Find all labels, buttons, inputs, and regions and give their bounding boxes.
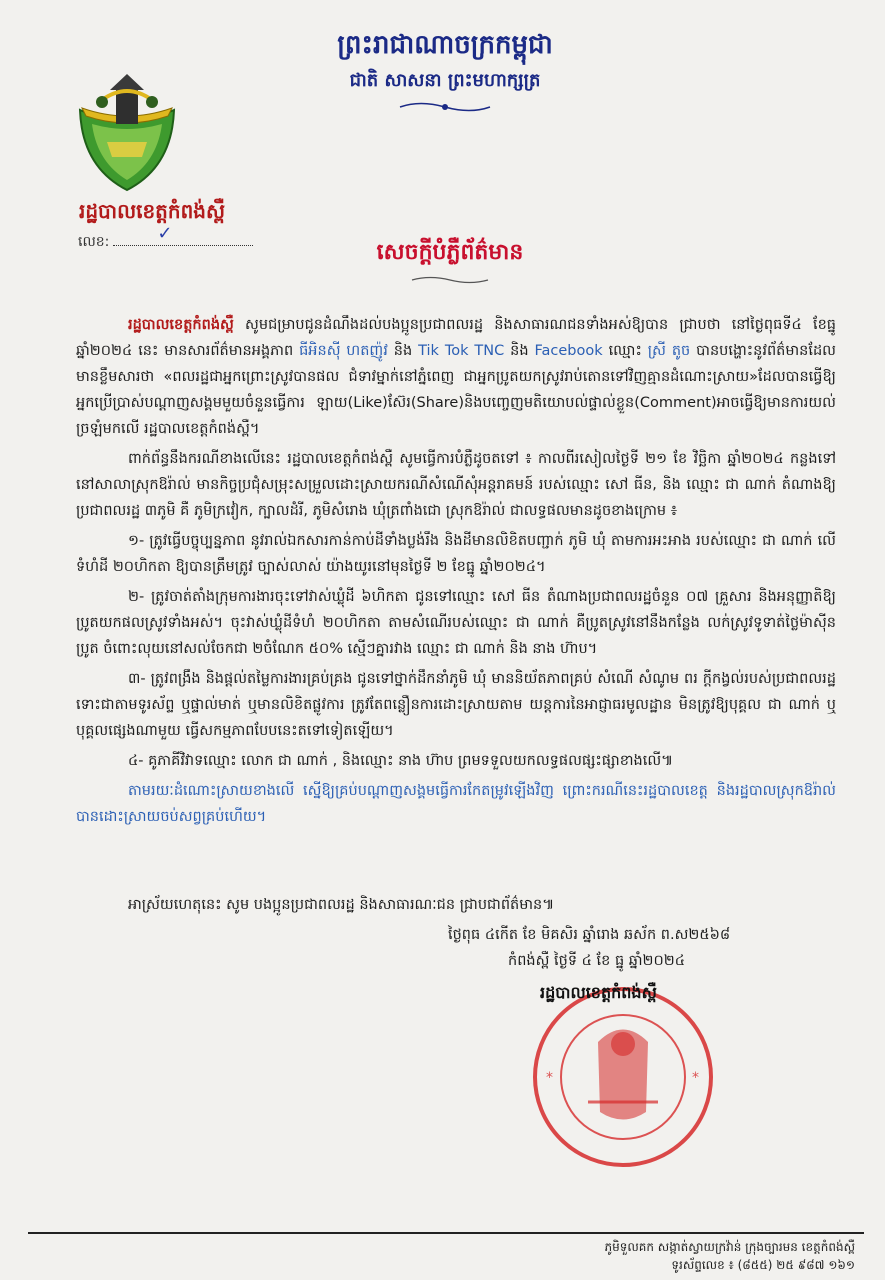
media-name-tiktok: Tik Tok TNC <box>418 343 505 359</box>
signer-name: រដ្ឋបាលខេត្តកំពង់ស្ពឺ <box>540 983 657 1002</box>
intro-lead: រដ្ឋបាលខេត្តកំពង់ស្ពឺ <box>128 317 234 333</box>
issuer-name: រដ្ឋបាលខេត្តកំពង់ស្ពឺ <box>79 199 225 223</box>
national-motto: ជាតិ សាសនា ព្រះមហាក្សត្រ <box>349 70 541 91</box>
result-item-3: ៣- ត្រូវពង្រឹង និងផ្ដល់តម្លៃការងារគ្រប់គ្រង ជូនទៅថ្នាក់ដឹកនាំភូមិ ឃុំ មាននិយ័តភាពគ្រប់ សំណើ សំណូម ពរ ក្ដីកង្វល់របស់ប្រជាពលរដ្ឋ ទោះជាតាមទូរស័ព្ទ ឬផ្ទាល់មាត់ ឬមានលិខិតផ្លូវការ ត្រូវតែពន្លឿនការដោះស្រាយតាម យន្តការនៃអាជ្ញាធរមូលដ្ឋាន មិនត្រូវឱ្យបុគ្គល ជា ណាក់ ឬ បុគ្គលផ្សេងណាមួយ ធ្វើសកម្មភាពបែបនេះតទៅទៀតឡើយ។ <box>76 671 836 739</box>
kingdom-heading: ព្រះរាជាណាចក្រកម្ពុជា <box>337 30 553 60</box>
reference-check-mark: ✓ <box>157 223 173 244</box>
reference-blank <box>113 223 253 246</box>
footer-address: ភូមិទួលគក សង្កាត់ស្វាយក្រវ៉ាន់ ក្រុងច្បារមន ខេត្តកំពង់ស្ពឺ <box>604 1240 855 1254</box>
intro-text-b: និង <box>387 343 419 359</box>
media-name-facebook: Facebook <box>534 343 603 359</box>
place-date: កំពង់ស្ពឺ ថ្ងៃទី ៤ ខែ ធ្នូ ឆ្នាំ២០២៤ <box>508 953 686 969</box>
svg-text:*: * <box>546 1070 553 1086</box>
provincial-emblem-logo <box>72 72 182 192</box>
result-item-4: ៤- គូភាគីវិវាទឈ្មោះ លោក ជា ណាក់ , និងឈ្មោះ នាង ហ៊ាប ព្រមទទួលយកលទ្ធផលផ្សះផ្សាខាងលើ៕ <box>128 753 674 769</box>
motto-ornament <box>395 100 495 114</box>
result-item-2: ២- ត្រូវចាត់តាំងក្រុមការងារចុះទៅវាស់ឃ្លុំដី ៦ហិកតា ជូនទៅឈ្មោះ សៅ ធីន តំណាងប្រជាពលរដ្ឋចំនួន ០៧ គ្រួសារ និងអនុញ្ញាតិឱ្យប្រូតយកផលស្រូវទាំងអស់។ ចុះវាស់ឃ្លុំដីទំហំ ២០ហិកតា តាមសំណើរបស់ឈ្មោះ ជា ណាក់ គឺប្រូតស្រូវនៅនឹងកន្លែង លក់ស្រូវទូទាត់ថ្លៃម៉ាស៊ីនប្រូត ចំពោះលុយនៅសល់ចែកជា ២ចំណែក ៥០% ស្មើៗគ្នារវាង ឈ្មោះ ជា ណាក់ និង នាង ហ៊ាប។ <box>76 589 836 657</box>
result-item-1: ១- ត្រូវធ្វើបច្ចុប្បន្នភាព នូវរាល់ឯកសារកាន់កាប់ដីទាំងប្លង់រឹង និងដីមានលិខិតបញ្ជាក់ ភូមិ ឃុំ តាមការអះអាង របស់ឈ្មោះ ជា ណាក់ លើទំហំដី ២០ហិកតា ឱ្យបានត្រឹមត្រូវ ច្បាស់លាស់ យ៉ាងយូរនៅមុនថ្ងៃទី ២ ខែធ្នូ ឆ្នាំ២០២៤។ <box>76 533 836 575</box>
lunar-date: ថ្ងៃពុធ ៤កើត ខែ មិគសិរ ឆ្នាំរោង ឆស័ក ព.ស២៥៦៨ <box>448 927 731 943</box>
closing-line: អាស្រ័យហេតុនេះ សូម បងប្អូនប្រជាពលរដ្ឋ និងសាធារណៈជន ជ្រាបជាព័ត៌មាន៕ <box>128 897 555 913</box>
footer-address-block <box>604 1238 855 1274</box>
document-title: សេចក្តីបំភ្លឺព័ត៌មាន <box>376 240 524 265</box>
intro-text-c: និង <box>504 343 535 359</box>
footer-divider <box>28 1232 864 1234</box>
media-name-tnc: ធីអិនស៊ី ហតញ៉ូវ <box>299 343 388 359</box>
title-ornament <box>410 275 490 285</box>
poster-name: ស្រី តូច <box>647 343 691 359</box>
intro-text-d: ឈ្មោះ <box>602 343 648 359</box>
paragraph-intro <box>76 312 836 442</box>
intro-text-e: បានបង្ហោះនូវព័ត៌មានដែលមានខ្លឹមសារថា «ពលរដ្ឋជាអ្នកព្រោះស្រូវបានផល ជំទាវម្នាក់នៅភ្នំពេញ ជាអ្នកប្រូតយកស្រូវរាប់តោនទៅវិញគ្មានដំណោះស្រាយ»ដែលបានធ្វើឱ្យអ្នកប្រើប្រាស់បណ្ដាញសង្គមមួយចំនួនធ្វើការ ឡាយ(Like)ស៊ែរ(Share)និងបញ្ចេញមតិយោបល់ផ្ទាល់ខ្លួន(Comment)អាចធ្វើឱ្យមានការយល់ច្រឡំមកលើ រដ្ឋបាលខេត្តកំពង់ស្ពឺ។ <box>76 343 836 437</box>
footer-phone: ទូរស័ព្ទលេខ ៖ (៨៥៥) ២៥ ៩៨៧ ១៦១ <box>671 1258 855 1272</box>
svg-text:*: * <box>692 1070 699 1086</box>
document-body <box>76 312 836 834</box>
reference-number <box>78 223 253 253</box>
paragraph-request: តាមរយៈដំណោះស្រាយខាងលើ ស្នើឱ្យគ្រប់បណ្ដាញសង្គមធ្វើការកែតម្រូវឡើងវិញ ព្រោះករណីនេះរដ្ឋបាលខេត្ត និងរដ្ឋបាលស្រុកឱរ៉ាល់ បានដោះស្រាយចប់សព្វគ្រប់ហើយ។ <box>76 783 836 825</box>
official-seal <box>528 982 718 1172</box>
intro-text-a: សូមជម្រាបជូនដំណឹងដល់បងប្អូនប្រជាពលរដ្ឋ និងសាធារណជនទាំងអស់ឱ្យបាន ជ្រាបថា នៅថ្ងៃពុធទី៤ ខែធ្នូ ឆ្នាំ២០២៤ នេះ មានសារព័ត៌មានអង្គភាព <box>76 317 836 359</box>
paragraph-clarification: ពាក់ព័ន្ធនឹងករណីខាងលើនេះ រដ្ឋបាលខេត្តកំពង់ស្ពឺ សូមធ្វើការបំភ្លឺដូចតទៅ ៖ កាលពីរសៀលថ្ងៃទី ២១ ខែ វិច្ឆិកា ឆ្នាំ២០២៤ កន្លងទៅ នៅសាលាស្រុកឱរ៉ាល់ មានកិច្ចប្រជុំសម្រុះសម្រួលដោះស្រាយករណីសំណើសុំអន្តរាគមន៍ របស់ឈ្មោះ សៅ ធីន, និង ឈ្មោះ ជា ណាក់ តំណាងឱ្យប្រជាពលរដ្ឋ ៣ភូមិ គឺ ភូមិក្រវៀក, ក្បាលដំរី, ភូមិសំរោង ឃុំត្រពាំងជោ ស្រុកឱរ៉ាល់ ជាលទ្ធផលមានដូចខាងក្រោម ៖ <box>76 451 836 519</box>
reference-label: លេខ: <box>78 234 110 250</box>
